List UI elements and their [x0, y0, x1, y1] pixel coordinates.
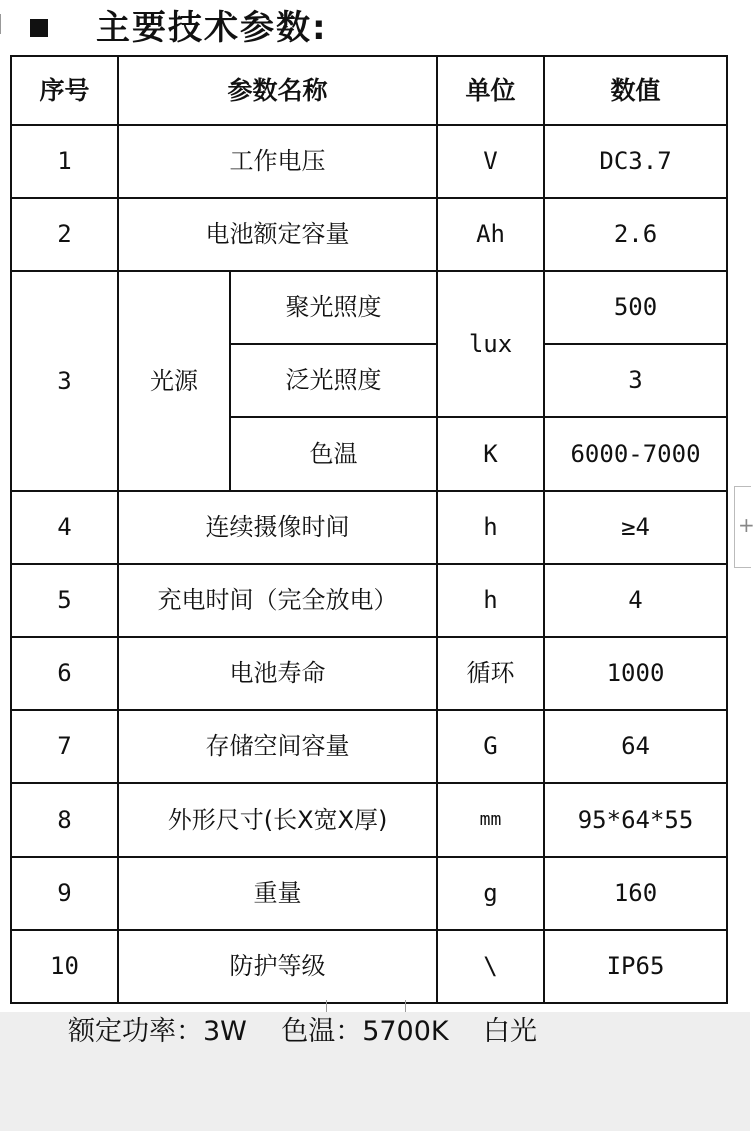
side-plus-marker [734, 486, 755, 568]
row-value: 4 [544, 564, 727, 637]
footer-spec-text: 额定功率：3W 色温：5700K 白光 [68, 1016, 537, 1047]
row-value: 500 [544, 271, 727, 344]
table-row [11, 271, 727, 344]
row-name: 存储空间容量 [118, 710, 437, 783]
row-unit: Ah [437, 198, 544, 271]
table-row [11, 564, 727, 637]
row-value: IP65 [544, 930, 727, 1003]
row-value: ≥4 [544, 491, 727, 564]
row-unit: h [437, 564, 544, 637]
row-value: 3 [544, 344, 727, 417]
header-name: 参数名称 [118, 56, 437, 125]
header-value: 数值 [544, 56, 727, 125]
row-name: 充电时间（完全放电） [118, 564, 437, 637]
row-no: 8 [11, 783, 118, 857]
parameter-table [10, 55, 728, 1004]
row-value: 160 [544, 857, 727, 930]
row-unit: V [437, 125, 544, 198]
row-no: 1 [11, 125, 118, 198]
row-value: 1000 [544, 637, 727, 710]
row-unit: G [437, 710, 544, 783]
table-header-row [11, 56, 727, 125]
row-sub-name: 泛光照度 [230, 344, 437, 417]
row-no: 2 [11, 198, 118, 271]
row-name: 重量 [118, 857, 437, 930]
square-bullet-icon [30, 19, 48, 37]
row-unit: 循环 [437, 637, 544, 710]
row-name: 防护等级 [118, 930, 437, 1003]
row-value: 95*64*55 [544, 783, 727, 857]
row-no: 5 [11, 564, 118, 637]
header-no: 序号 [11, 56, 118, 125]
row-group-light-source: 光源 [118, 271, 230, 491]
row-unit: \ [437, 930, 544, 1003]
row-unit: h [437, 491, 544, 564]
corner-mark [0, 14, 7, 34]
header-unit: 单位 [437, 56, 544, 125]
row-unit-lux: lux [437, 271, 544, 417]
page-title: 主要技术参数: [96, 8, 328, 48]
table-row [11, 710, 727, 783]
row-no: 7 [11, 710, 118, 783]
header [0, 0, 750, 56]
row-value: 64 [544, 710, 727, 783]
table-row [11, 491, 727, 564]
plus-icon: + [738, 513, 755, 537]
row-value: 2.6 [544, 198, 727, 271]
table-row [11, 857, 727, 930]
row-name: 电池寿命 [118, 637, 437, 710]
row-name: 外形尺寸(长X宽X厚) [118, 783, 437, 857]
row-no: 10 [11, 930, 118, 1003]
row-value: 6000-7000 [544, 417, 727, 491]
row-unit: K [437, 417, 544, 491]
row-unit: g [437, 857, 544, 930]
row-unit: mm [437, 783, 544, 857]
table-row [11, 637, 727, 710]
row-value: DC3.7 [544, 125, 727, 198]
table-row [11, 783, 727, 857]
row-name: 电池额定容量 [118, 198, 437, 271]
row-sub-name: 色温 [230, 417, 437, 491]
ruler-tick [326, 1000, 327, 1012]
row-no: 4 [11, 491, 118, 564]
table-row [11, 930, 727, 1003]
row-no: 9 [11, 857, 118, 930]
row-name: 连续摄像时间 [118, 491, 437, 564]
row-no: 3 [11, 271, 118, 491]
row-no: 6 [11, 637, 118, 710]
row-name: 工作电压 [118, 125, 437, 198]
table-row [11, 125, 727, 198]
ruler-tick [405, 1000, 406, 1012]
table-row [11, 198, 727, 271]
row-sub-name: 聚光照度 [230, 271, 437, 344]
